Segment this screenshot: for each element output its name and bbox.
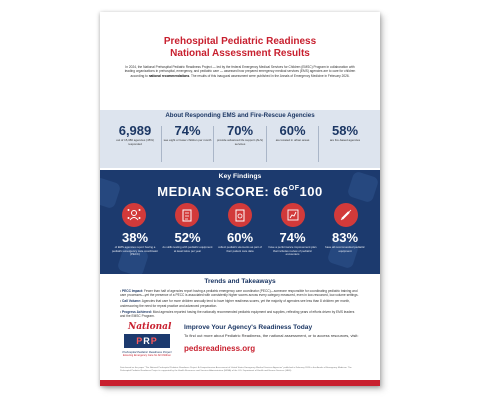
findings-icons <box>110 203 370 227</box>
call-to-action <box>118 322 362 366</box>
trend-item: • Call Volume: Agencies that care for more children annually tend to have higher readiness scores, yet the majority of agencies see less than 8 children per month, underscoring the need for repeat practice and advanced preparation. <box>120 299 350 308</box>
intro-paragraph: In 2024, the National Prehospital Pediatric Readiness Project — led by the federal Emergency Medical Services for Children (EMSC) Program in collaboration with leading organizations in prehospital, emergency, and pediatric care — assessed how prepared emergency medical services (EMS) agencies are to care for children according to national recommendations. The results of this inaugural assessment were published in the Annals of Emergency Medicine in February 2026. <box>124 65 356 78</box>
findings-stats <box>110 231 370 257</box>
about-stat: 58% are fire-based agencies <box>329 123 361 142</box>
syringe-icon <box>334 203 358 227</box>
finding-stat: 60% collect pediatric elements as part of their patient care data <box>218 230 262 253</box>
trends-heading: Trends and Takeaways <box>204 278 276 285</box>
trends-list <box>120 289 360 320</box>
about-heading: About Responding EMS and Fire-Rescue Agencies <box>165 112 315 119</box>
about-stat: 74% see eight or fewer children per month <box>163 123 212 142</box>
document-page <box>100 12 380 386</box>
about-stat: 6,989 out of 15,380 agencies (45%) responded <box>116 123 154 146</box>
trend-item: • PECC Impact: Fewer than half of agencies report having a pediatric emergency care coordinator (PECC)—someone responsible for coordinating pediatric training and care processes—yet the presence of a PECC is associated with consistently higher scores across every category measured, even in low-resourced, low-volume settings. <box>120 289 359 298</box>
trend-item: • Progress Achieved: Most agencies reported having the nationally recommended pediatric equipment and supplies, reflecting years of efforts driven by EMS leaders and the EMSC Program. <box>120 309 355 319</box>
median-score: MEDIAN SCORE: $66^{OF}100$ <box>157 184 323 199</box>
key-findings-heading: Key Findings <box>218 173 262 180</box>
national-prp-logo: National PRP Prehospital Pediatric Readiness Project Ensuring Emergency Care for All Children <box>122 322 172 357</box>
finding-stat: 74% have a performance improvement plan that includes review of pediatric encounters <box>268 230 317 256</box>
finding-stat: 52% do skills testing with pediatric equipment at least twice per year <box>162 230 213 253</box>
person-network-icon <box>122 203 146 227</box>
website-link[interactable]: pedsreadiness.org <box>184 344 256 353</box>
page-title: Prehospital Pediatric Readiness <box>163 36 317 47</box>
cta-heading: Improve Your Agency's Readiness Today <box>184 324 313 331</box>
clipboard-checklist-icon <box>175 203 199 227</box>
bar-chart-trend-icon <box>281 203 305 227</box>
clipboard-chart-icon <box>228 203 252 227</box>
finding-stat: 83% have all recommended pediatric equipment <box>325 230 365 253</box>
footer-bar <box>100 380 380 386</box>
finding-stat: 38% of EMS agencies report having a pediatric emergency care coordinator (PECC) <box>111 230 159 256</box>
footer-note: Data based on the paper "The National Prehospital Pediatric Readiness Project: A Comprehensive Assessment of United States Emergency Medical Services Agencies" published in February 2026 in the Annals of Emergency Medicine. The Prehospital Pediatric Readiness Project is supported by the Health Resources and Services Administration (HRSA) of the U.S. Department of Health and Human Services (HHS). <box>120 367 352 372</box>
about-stat: 70% provide advanced life support (ALS) services <box>217 123 263 146</box>
page-subtitle: National Assessment Results <box>170 48 310 59</box>
about-stat: 60% are located in urban areas <box>275 123 310 142</box>
about-stats <box>110 124 370 164</box>
cta-text: To find out more about Pediatric Readiness, the national assessment, or to access resources, visit: <box>184 333 359 338</box>
